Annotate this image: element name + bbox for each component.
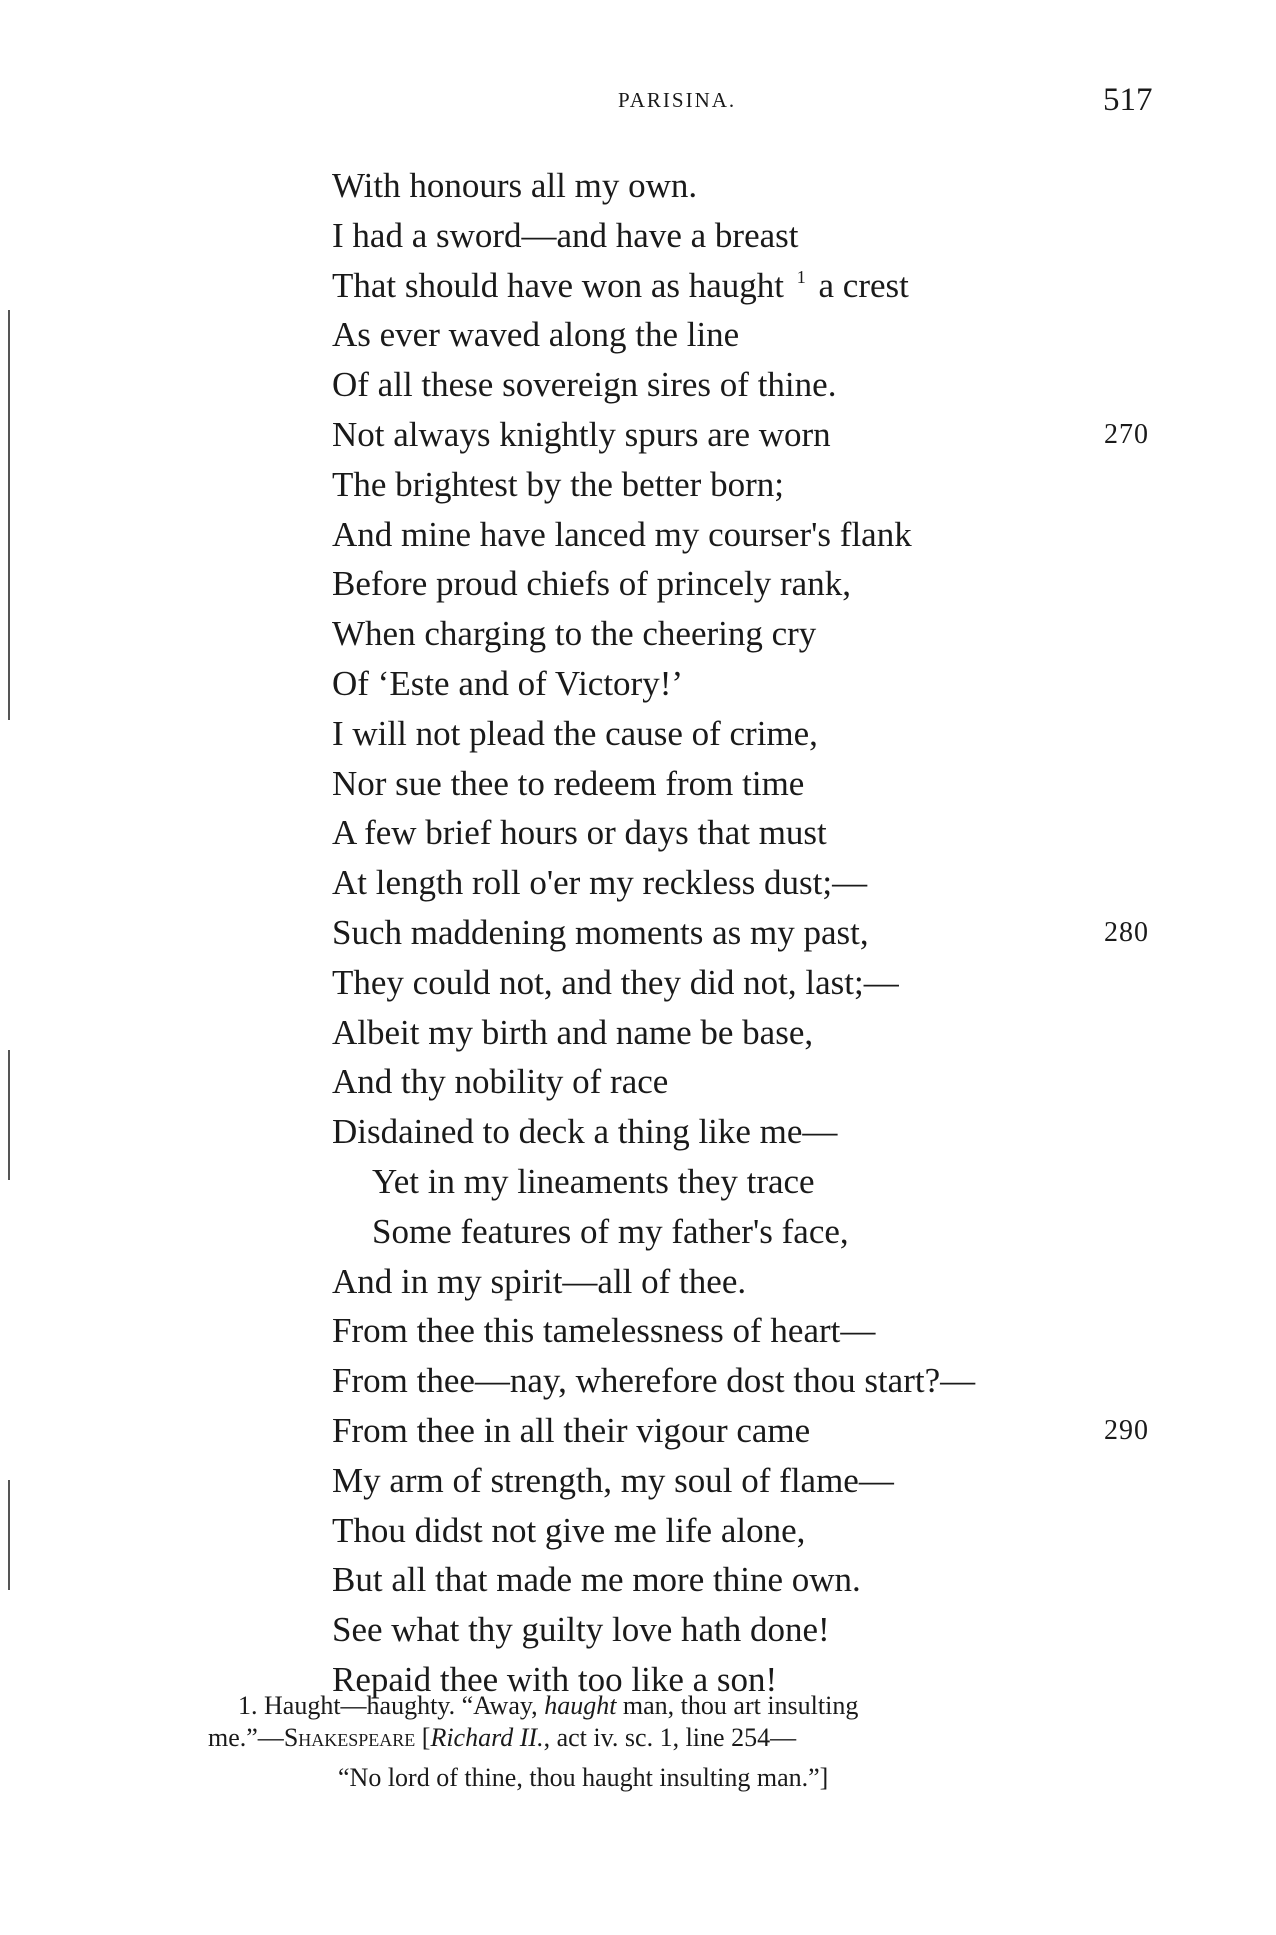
poem-line-text: That should have won as haught $^1$ a crest <box>332 265 909 305</box>
poem-line <box>0 659 1276 709</box>
poem-line-text: But all that made me more thine own. <box>332 1560 861 1600</box>
footnote-work: Richard II. <box>430 1723 544 1752</box>
page-number: 517 <box>1103 82 1153 118</box>
poem-line <box>0 808 1276 858</box>
footnote-ref: 1 <box>796 266 806 287</box>
poem-line-text: Thou didst not give me life alone, <box>332 1510 806 1550</box>
poem-line <box>0 1107 1276 1157</box>
poem-line-text: With honours all my own. <box>332 166 698 205</box>
poem-line-text: From thee in all their vigour came <box>332 1410 811 1450</box>
poem-line <box>0 211 1276 261</box>
poem-line <box>0 1456 1276 1506</box>
footnote-line: 1. Haught—haughty. “Away, haught man, thou art insulting <box>238 1691 859 1720</box>
poem-line <box>0 460 1276 510</box>
poem-line <box>0 609 1276 659</box>
poem-line-text: Such maddening moments as my past, <box>332 912 869 952</box>
poem-line-text: Some features of my father's face, <box>372 1211 849 1251</box>
poem-line <box>0 1008 1276 1058</box>
poem-line <box>0 1506 1276 1556</box>
page-header <box>0 82 1276 128</box>
poem-line <box>0 759 1276 809</box>
poem-line <box>0 958 1276 1008</box>
poem-line <box>0 709 1276 759</box>
poem-line <box>0 1406 1276 1456</box>
poem-line-text: Of ‘Este and of Victory!’ <box>332 663 684 703</box>
poem-line <box>0 1356 1276 1406</box>
poem-line-text: When charging to the cheering cry <box>332 614 817 654</box>
poem-line-text: The brightest by the better born; <box>332 464 784 504</box>
poem-body <box>0 161 1276 1705</box>
poem-line <box>0 908 1276 958</box>
poem-line <box>0 1605 1276 1655</box>
poem-line-text: Disdained to deck a thing like me— <box>332 1112 838 1152</box>
footnote-author: Shakespeare <box>283 1723 416 1752</box>
poem-line-text: I will not plead the cause of crime, <box>332 713 818 753</box>
poem-line-text: My arm of strength, my soul of flame— <box>332 1460 894 1500</box>
poem-line-text: And mine have lanced my courser's flank <box>332 514 912 554</box>
footnote-line: me.”—Shakespeare [Richard II., act iv. sc. 1, line 254— <box>208 1723 797 1752</box>
poem-line <box>0 360 1276 410</box>
poem-line-text: They could not, and they did not, last;— <box>332 962 899 1002</box>
poem-line <box>0 310 1276 360</box>
poem-line <box>0 1257 1276 1307</box>
poem-line-text: And thy nobility of race <box>332 1062 669 1102</box>
poem-line-text: Repaid thee with too like a son! <box>332 1659 778 1699</box>
poem-line <box>0 559 1276 609</box>
poem-line <box>0 858 1276 908</box>
poem-line-text: And in my spirit—all of thee. <box>332 1261 747 1301</box>
poem-line-text: Not always knightly spurs are worn <box>332 414 831 454</box>
poem-line-text: As ever waved along the line <box>332 315 740 355</box>
poem-line-text: From thee this tamelessness of heart— <box>332 1311 876 1351</box>
poem-line <box>0 510 1276 560</box>
poem-line-text: At length roll o'er my reckless dust;— <box>332 863 868 903</box>
poem-line-text: I had a sword—and have a breast <box>332 215 799 255</box>
poem-line-text: A few brief hours or days that must <box>332 813 827 853</box>
poem-line <box>0 1306 1276 1356</box>
poem-line-text: See what thy guilty love hath done! <box>332 1610 830 1650</box>
poem-line <box>0 161 1276 211</box>
poem-line-text: Yet in my lineaments they trace <box>372 1161 815 1201</box>
footnote-number: 1. <box>238 1691 258 1720</box>
line-number: 270 <box>1104 418 1149 450</box>
poem-line-text: Of all these sovereign sires of thine. <box>332 365 837 405</box>
poem-line <box>0 410 1276 460</box>
running-title: PARISINA. <box>618 88 737 112</box>
footnote-quote: “No lord of thine, thou haught insulting man.”] <box>338 1763 829 1792</box>
poem-line-text: Before proud chiefs of princely rank, <box>332 564 851 604</box>
poem-line <box>0 1207 1276 1257</box>
poem-line <box>0 1057 1276 1107</box>
poem-line <box>0 261 1276 311</box>
poem-line-text: Nor sue thee to redeem from time <box>332 763 805 803</box>
line-number: 280 <box>1104 916 1149 948</box>
poem-line-text: From thee—nay, wherefore dost thou start?— <box>332 1361 976 1401</box>
line-number: 290 <box>1104 1414 1149 1446</box>
poem-line <box>0 1555 1276 1605</box>
poem-line-text: Albeit my birth and name be base, <box>332 1012 814 1052</box>
poem-line <box>0 1157 1276 1207</box>
